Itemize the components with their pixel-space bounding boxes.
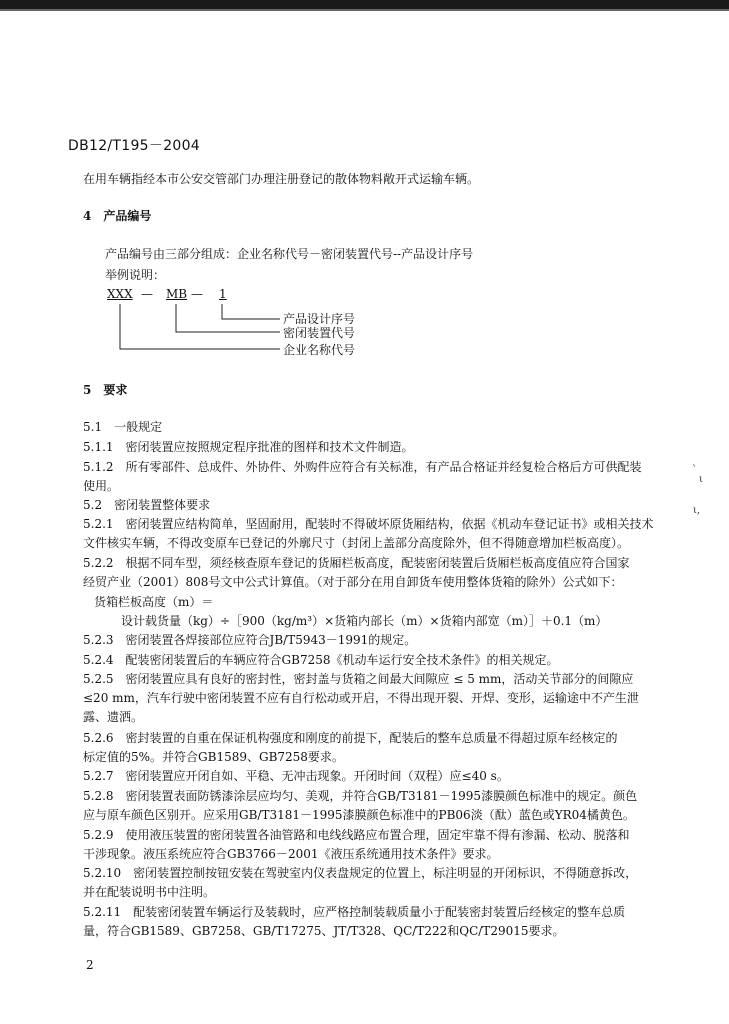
req-5-1-1: 5.1.1 密闭装置应按照规定程序批准的图样和技术文件制造。 xyxy=(83,440,414,454)
req-5-2-8: 5.2.8 密闭装置表面防锈漆涂层应均匀、美观，并符合GB/T3181－1995漆膜颜色标准中的规定。颜色 xyxy=(83,789,638,803)
code-separator-1: — xyxy=(141,287,153,301)
req-5-2-9: 5.2.9 使用液压装置的密闭装置各油管路和电线线路应布置合理，固定牢靠不得有渗漏、松动、脱落和 xyxy=(83,828,630,842)
label-device-code: 密闭装置代号 xyxy=(283,326,356,340)
req-5-2-9-cont: 干涉现象。液压系统应符合GB3766－2001《液压系统通用技术条件》要求。 xyxy=(83,847,499,861)
page-number: 2 xyxy=(86,958,94,972)
connector-design xyxy=(222,304,280,319)
req-5-2-5-cont-1: ≤20 mm，汽车行驶中密闭装置不应有自行松动或开启，不得出现开裂、开焊、变形，运输途中不产生泄 xyxy=(83,691,639,705)
label-company-code: 企业名称代号 xyxy=(283,343,356,357)
req-5-2-2: 5.2.2 根据不同车型，须经核查原车登记的货厢栏板高度，配装密闭装置后货厢栏板高度值应符合国家 xyxy=(83,556,630,570)
code-part-device: MB xyxy=(166,287,188,301)
section-4-heading: 4 产品编号 xyxy=(83,209,152,223)
req-5-1: 5.1 一般规定 xyxy=(83,420,163,434)
req-5-2: 5.2 密闭装置整体要求 xyxy=(83,498,211,512)
req-5-2-8-cont: 应与原车颜色区别开。应采用GB/T3181－1995漆膜颜色标准中的PB06淡（酞）蓝色或YR04橘黄色。 xyxy=(83,808,635,822)
formula-expression: 设计载货量（kg）÷［900（kg/m³）×货箱内部长（m）×货箱内部宽（m）］＋0.1（m） xyxy=(121,614,608,628)
req-5-2-3: 5.2.3 密闭装置各焊接部位应符合JB/T5943－1991的规定。 xyxy=(83,633,417,647)
req-5-2-6: 5.2.6 密封装置的自重在保证机构强度和刚度的前提下，配装后的整车总质量不得超过原车经核定的 xyxy=(83,731,618,745)
req-5-2-11-cont: 量，符合GB1589、GB7258、GB/T17275、JT/T328、QC/T222和QC/T29015要求。 xyxy=(83,924,565,938)
req-5-2-7: 5.2.7 密闭装置应开闭自如、平稳、无冲击现象。开闭时间（双程）应≤40 s。 xyxy=(83,769,509,783)
connector-company xyxy=(120,304,280,349)
req-5-2-1-cont: 文件核实车辆，不得改变原车已登记的外廓尺寸（封闭上盖部分高度除外，但不得随意增加栏板高度）。 xyxy=(83,536,630,550)
code-part-company: XXX xyxy=(107,287,133,301)
connector-device xyxy=(176,304,280,332)
req-5-1-2-cont: 使用。 xyxy=(83,479,120,493)
section-5-heading: 5 要求 xyxy=(83,383,128,397)
margin-mark-2: ι xyxy=(699,474,703,485)
margin-mark-3: ι, xyxy=(693,505,701,516)
req-5-2-4: 5.2.4 配装密闭装置后的车辆应符合GB7258《机动车运行安全技术条件》的相关规定。 xyxy=(83,653,559,667)
margin-mark-1: ˋ xyxy=(692,465,697,476)
code-separator-2: — xyxy=(191,287,203,301)
req-5-2-1: 5.2.1 密闭装置应结构简单，坚固耐用，配装时不得破坏原货厢结构，依据《机动车登记证书》或相关技术 xyxy=(83,517,654,531)
req-5-2-11: 5.2.11 配装密闭装置车辆运行及装载时，应严格控制装载质量小于配装密封装置后经核定的整车总质 xyxy=(83,905,626,919)
intro-paragraph: 在用车辆指经本市公安交管部门办理注册登记的散体物料敞开式运输车辆。 xyxy=(83,172,480,186)
req-5-2-6-cont: 标定值的5%。并符合GB1589、GB7258要求。 xyxy=(83,750,344,764)
req-5-2-2-cont: 经贸产业（2001）808号文中公式计算值。（对于部分在用自卸货车使用整体货箱的除外）公式如下： xyxy=(83,575,623,589)
standard-number: DB12/T195－2004 xyxy=(68,138,201,154)
code-part-design: 1 xyxy=(219,287,227,301)
formula-label: 货箱栏板高度（m）＝ xyxy=(94,595,214,609)
code-connector-lines xyxy=(0,0,729,400)
req-5-2-10-cont: 并在配装说明书中注明。 xyxy=(83,885,216,899)
req-5-1-2: 5.1.2 所有零部件、总成件、外协件、外购件应符合有关标准，有产品合格证并经复检合格后方可供配装 xyxy=(83,460,642,474)
req-5-2-5-cont-2: 露、遗洒。 xyxy=(83,710,144,724)
req-5-2-5: 5.2.5 密闭装置应具有良好的密封性，密封盖与货箱之间最大间隙应 ≤ 5 mm，活动关节部分的间隙应 xyxy=(83,672,634,686)
req-5-2-10: 5.2.10 密闭装置控制按钮安装在驾驶室内仪表盘规定的位置上，标注明显的开闭标识，不得随意拆改， xyxy=(83,866,638,880)
section-4-line-1: 产品编号由三部分组成：企业名称代号－密闭装置代号--产品设计序号 xyxy=(105,247,474,261)
label-design-number: 产品设计序号 xyxy=(283,312,356,326)
section-4-line-2: 举例说明： xyxy=(105,268,166,282)
